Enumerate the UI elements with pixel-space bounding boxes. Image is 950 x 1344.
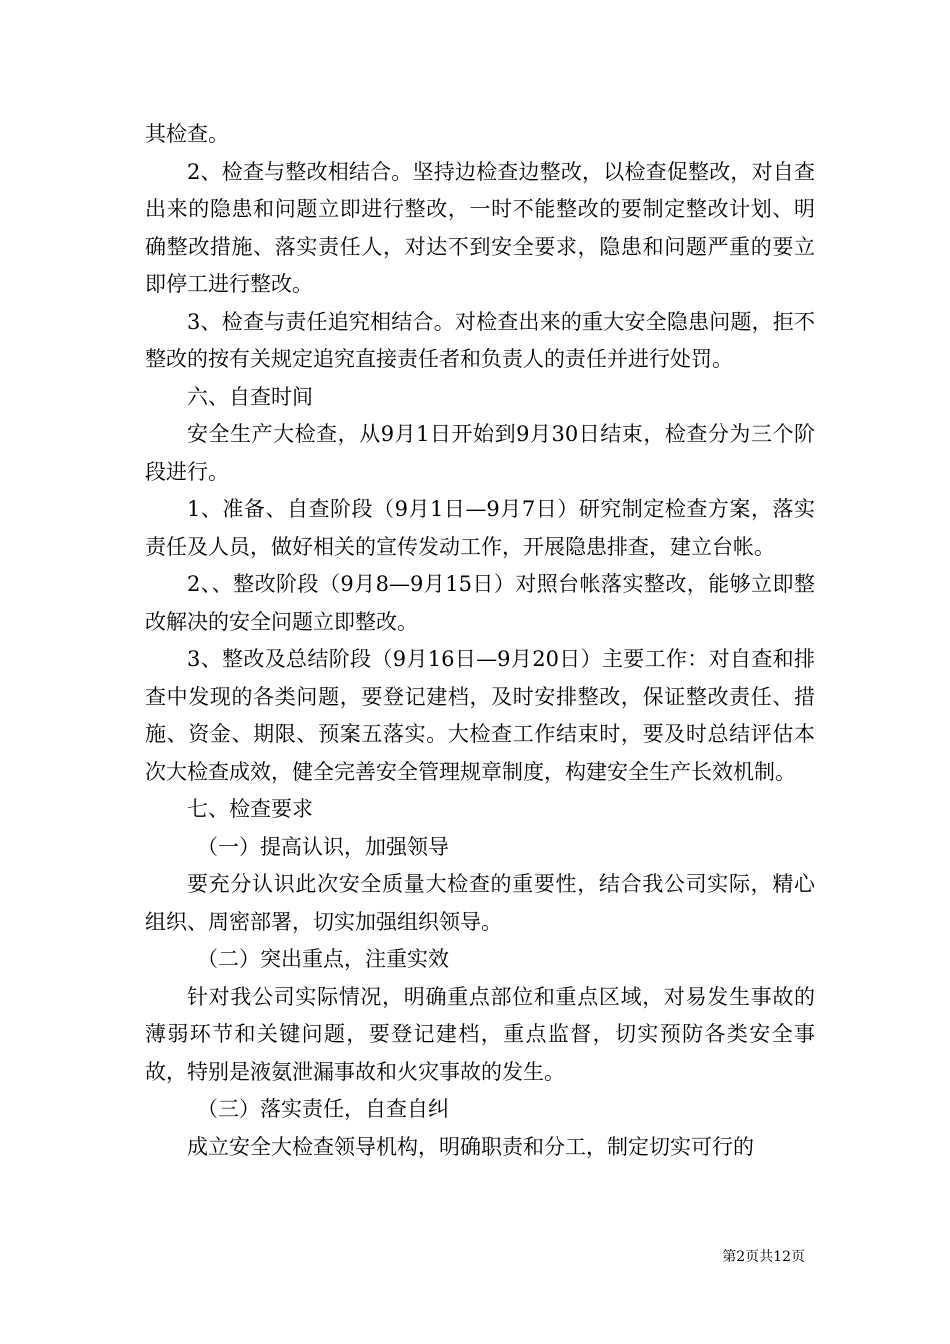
document-body [145, 116, 815, 1166]
paragraph-stage-1: 1、准备、自查阶段（9月1日—9月7日）研究制定检查方案，落实责任及人员，做好相关的宣传发动工作，开展隐患排查，建立台帐。 [145, 497, 815, 559]
paragraph-responsibility: 成立安全大检查领导机构，明确职责和分工，制定切实可行的 [187, 1134, 754, 1159]
paragraph-awareness: 要充分认识此次安全质量大检查的重要性，结合我公司实际，精心组织、周密部署，切实加强组织领导。 [145, 872, 815, 934]
paragraph-item-3-accountability: 3、检查与责任追究相结合。对检查出来的重大安全隐患问题，拒不整改的按有关规定追究直接责任者和负责人的责任并进行处罚。 [145, 309, 815, 371]
paragraph-focus: 针对我公司实际情况，明确重点部位和重点区域，对易发生事故的薄弱环节和关键问题，要登记建档，重点监督，切实预防各类安全事故，特别是液氨泄漏事故和火灾事故的发生。 [145, 984, 815, 1084]
page-number: 第2页共12页 [722, 1249, 805, 1265]
subheading-focus-effectiveness: （二）突出重点，注重实效 [197, 947, 449, 971]
paragraph-continuation: 其检查。 [145, 122, 229, 146]
paragraph-stage-2: 2、、整改阶段（9月8—9月15日）对照台帐落实整改，能够立即整改解决的安全问题立即整改。 [145, 572, 815, 634]
paragraph-item-2-inspection-rectification: 2、检查与整改相结合。坚持边检查边整改，以检查促整改，对自查出来的隐患和问题立即进行整改，一时不能整改的要制定整改计划、明确整改措施、落实责任人，对达不到安全要求，隐患和问题严重的要立即停工进行整改。 [145, 159, 815, 296]
section-heading-requirements: 七、检查要求 [187, 797, 313, 821]
subheading-awareness-leadership: （一）提高认识，加强领导 [197, 834, 449, 859]
paragraph-stage-3: 3、整改及总结阶段（9月16日—9月20日）主要工作：对自查和排查中发现的各类问题，要登记建档，及时安排整改，保证整改责任、措施、资金、期限、预案五落实。大检查工作结束时，要及时总结评估本次大检查成效，健全完善安全管理规章制度，构建安全生产长效机制。 [145, 647, 815, 784]
section-heading-self-check-time: 六、自查时间 [187, 384, 313, 409]
paragraph-schedule-overview: 安全生产大检查，从9月1日开始到9月30日结束，检查分为三个阶段进行。 [145, 422, 815, 484]
subheading-responsibility: （三）落实责任，自查自纠 [197, 1097, 449, 1121]
